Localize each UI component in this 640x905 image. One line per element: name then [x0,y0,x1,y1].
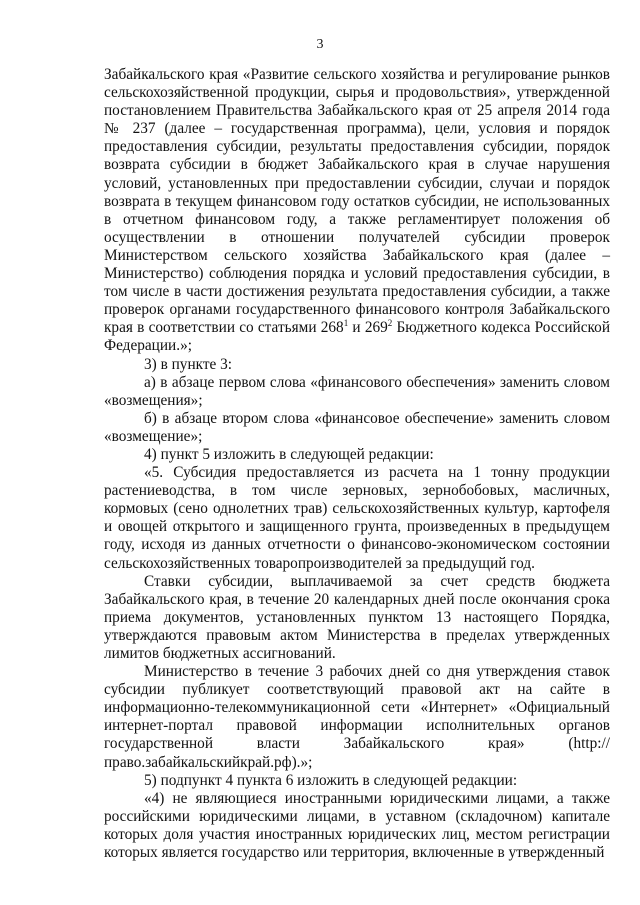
page-number: 3 [316,37,324,52]
document-body [104,66,610,862]
paragraph-subsidy-rates: Ставки субсидии, выплачиваемой за счет средств бюджета Забайкальского края, в течение 20 календарных дней после окончания срока приема документов, установленных пунктом 13 настоящего Порядка, утверждаются правовым актом Министерства в пределах утвержденных лимитов бюджетных ассигнований. [104,572,610,662]
paragraph-item-3b: б) в абзаце втором слова «финансовое обеспечение» заменить словом «возмещение»; [104,409,610,445]
superscript-1: 1 [343,318,349,329]
paragraph-item-3a: а) в абзаце первом слова «финансового обеспечения» заменить словом «возмещения»; [104,373,610,409]
paragraph-ministry-publication: Министерство в течение 3 рабочих дней со дня утверждения ставок субсидии публикует соответствующий правовой акт на сайте в информационно-телекоммуникационной сети «Интернет» «Официальный интернет-портал правовой информации исполнительных органов государственной власти Забайкальского края» (http://право.забайкальскийкрай.рф).»; [104,663,610,771]
paragraph-text: Забайкальского края «Развитие сельского хозяйства и регулирование рынков сельскохозяйственной продукции, сырья и продовольствия», утвержденной постановлением Правительства Забайкальского края от 25 апреля 2014 года № 237 (далее – государственная программа), цели, условия и порядок предоставления субсидии, результаты предоставления субсидии, порядок возврата субсидии в бюджет Забайкальского края в случае нарушения условий, установленных при предоставлении субсидии, случаи и порядок возврата в текущем финансовом году остатков субсидии, не использованных в отчетном финансовом году, а также регламентирует положения об осуществлении в отношении получателей субсидии проверок Министерством сельского хозяйства Забайкальского края (далее – Министерство) соблюдения порядка и условий предоставления субсидии, в том числе в части достижения результата предоставления субсидии, а также проверок органами государственного финансового контроля Забайкальского края в соответствии со статьями 268 [104,66,610,337]
superscript-2: 2 [387,318,393,329]
paragraph-item-5: 5) подпункт 4 пункта 6 изложить в следующей редакции: [144,771,518,789]
paragraph-subclause-4: «4) не являющиеся иностранными юридическими лицами, а также российскими юридическими лицами, в уставном (складочном) капитале которых доля участия иностранных юридических лиц, местом регистрации которых является государство или территория, включенные в утвержденный [104,789,610,862]
paragraph-clause-5: «5. Субсидия предоставляется из расчета на 1 тонну продукции растениеводства, в том числе зерновых, зернобобовых, масличных, кормовых (сено однолетних трав) сельскохозяйственных культур, картофеля и овощей открытого и защищенного грунта, произведенных в предыдущем году, исходя из данных отчетности о финансово-экономическом состоянии сельскохозяйственных товаропроизводителей за предыдущий год. [104,464,610,572]
paragraph-text-mid: и 269 [348,319,388,337]
paragraph-program-description [104,66,610,356]
paragraph-item-4: 4) пункт 5 изложить в следующей редакции: [144,445,434,463]
paragraph-item-3: 3) в пункте 3: [144,355,233,373]
paragraph-text-tail: Бюджетного кодекса Российской Федерации.»; [104,319,611,355]
